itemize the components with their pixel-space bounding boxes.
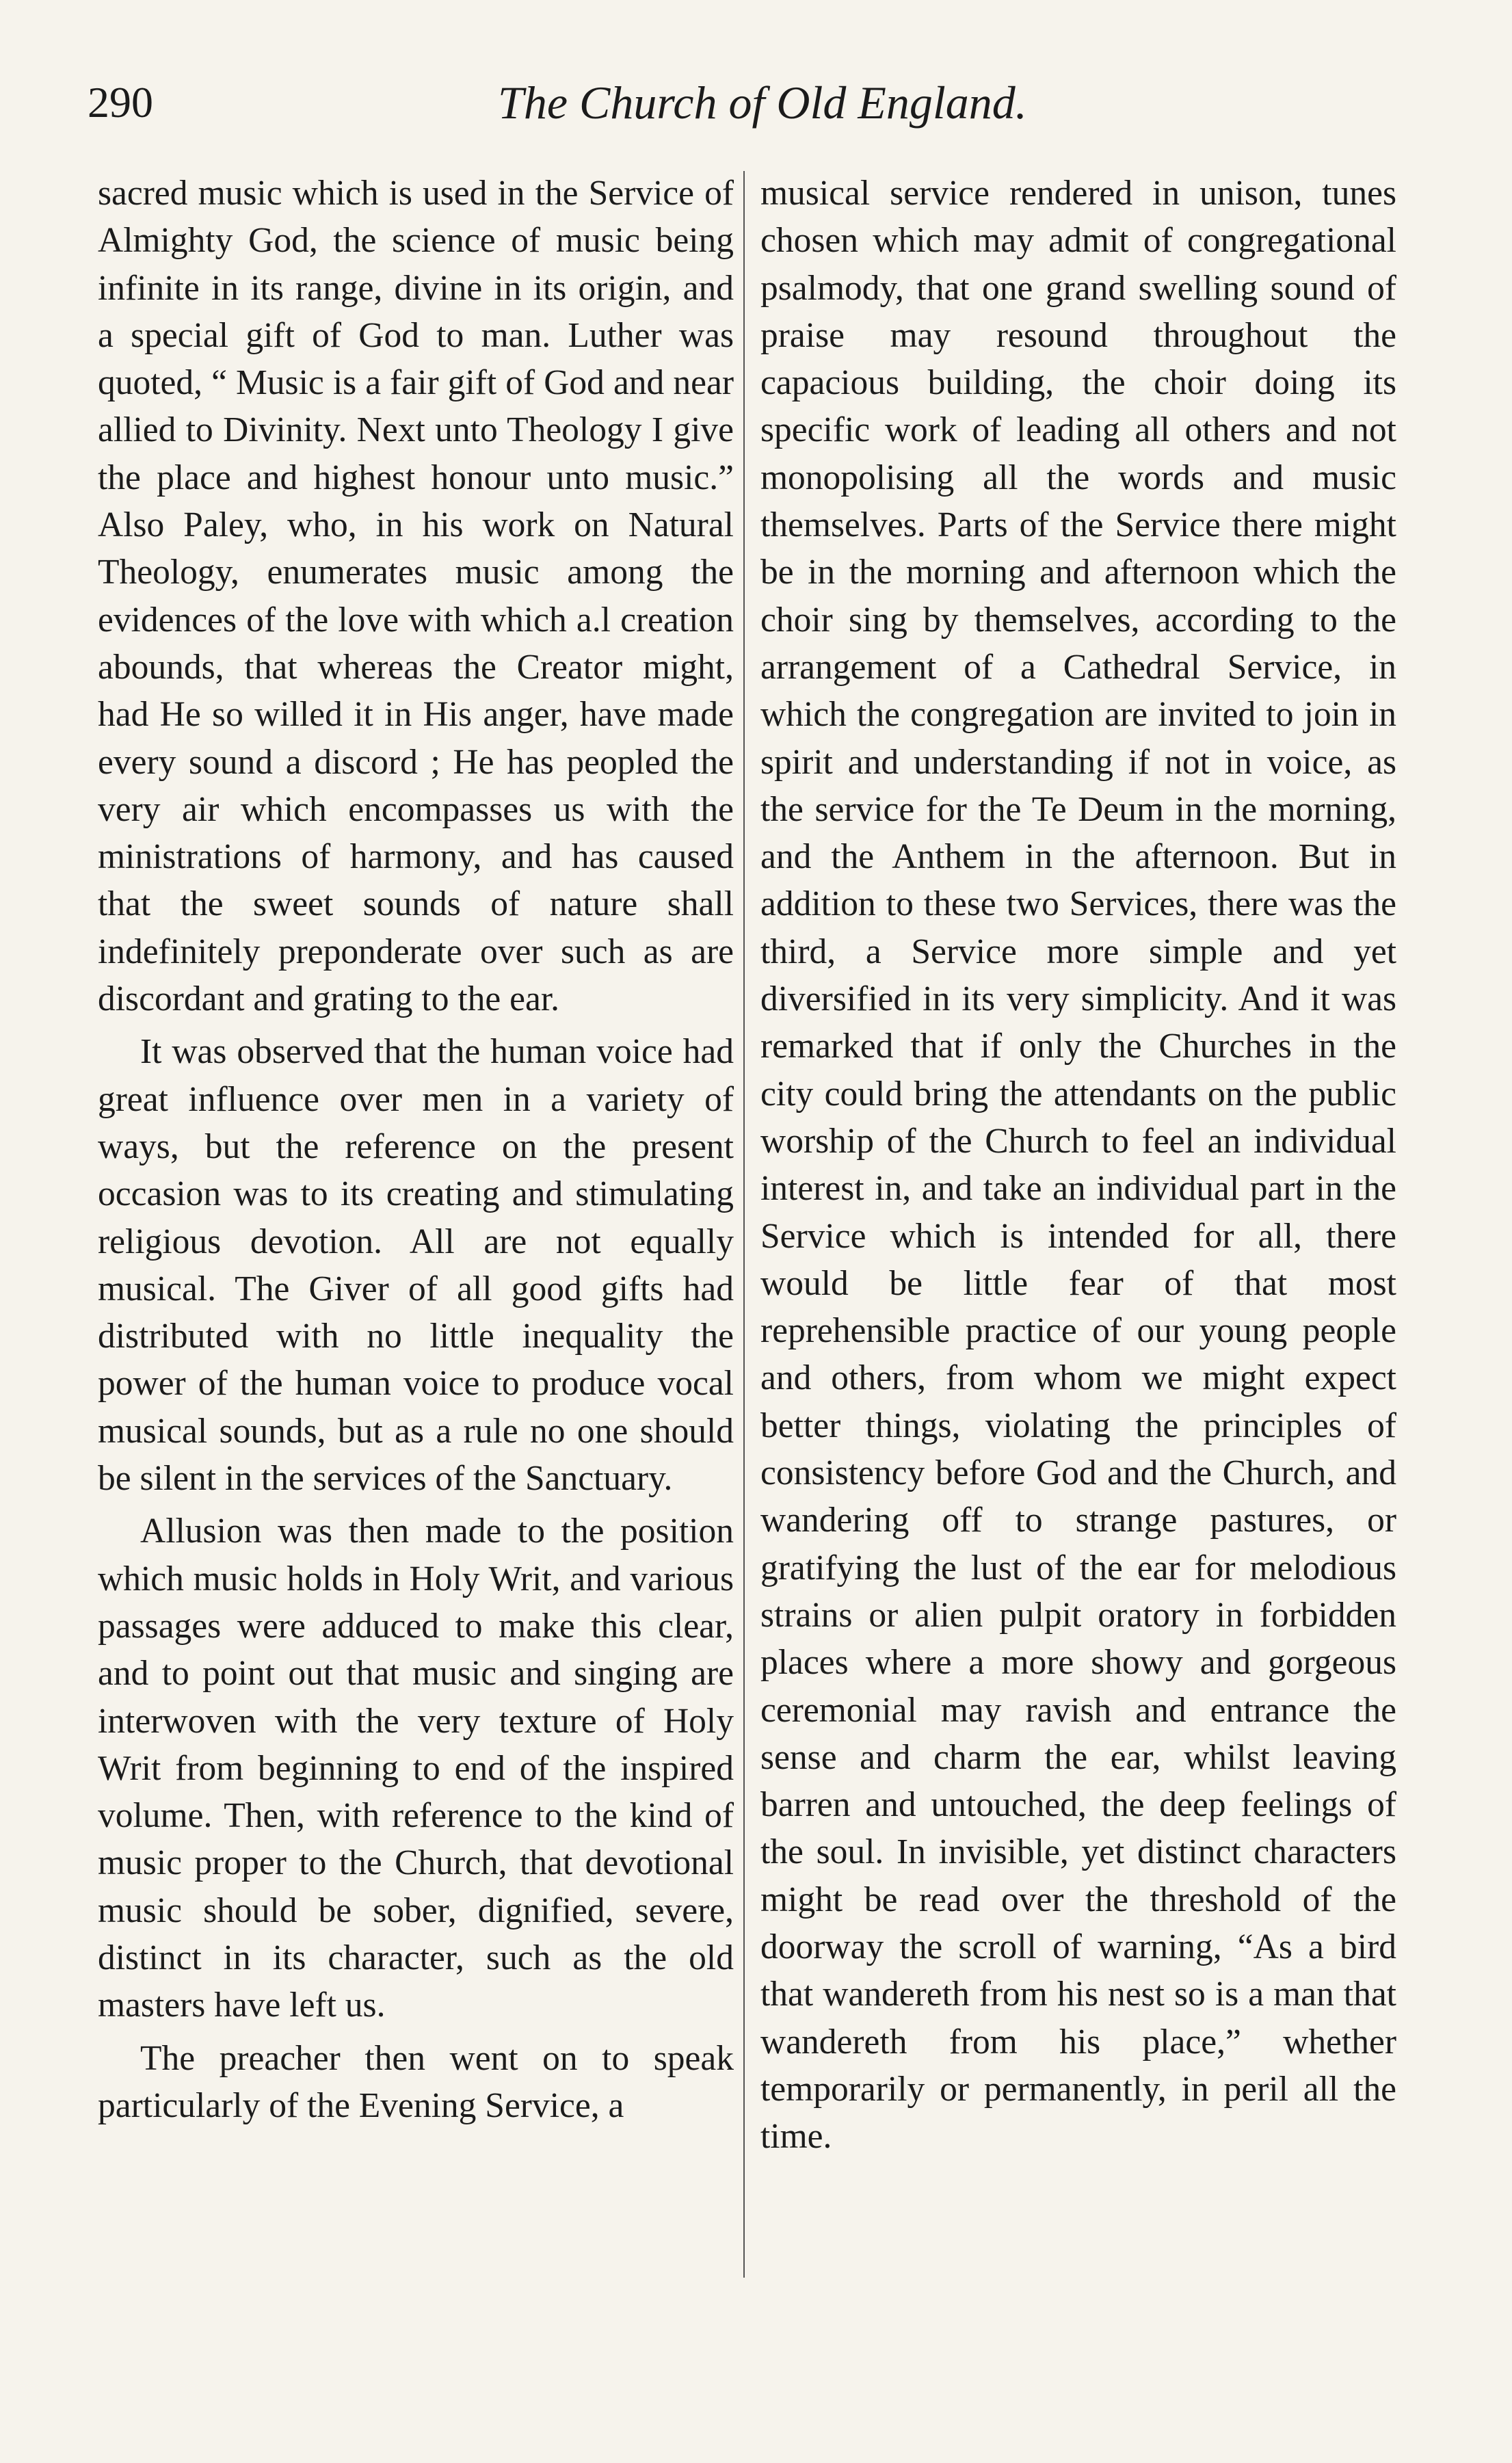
paragraph: The preacher then went on to speak particularly of the Evening Service, a xyxy=(98,2038,734,2125)
paragraph: musical service rendered in unison, tunes chosen which may admit of congregational psalmody, that one grand swelling sound of praise may resound throughout the capacious building, the choir doing its specific work of leading all others and not monopolising all the words and music themselves. Parts of the Service there might be in the morning and afternoon which the choir sing by themselves, according to the arrangement of a Cathedral Service, in which the congregation are invited to join in spirit and understanding if not in voice, as the service for the Te Deum in the morning, and the Anthem in the afternoon. But in addition to these two Services, there was the third, a Service more simple and yet diversified in its very simplicity. And it was remarked that if only the Churches in the city could bring the attendants on the public worship of the Church to feel an individual interest in, and take an individual part in the Service which is intended for all, there would be little fear of that most reprehensible practice of our young people and others, from whom we might expect better things, violating the principles of consistency before God and the Church, and wandering off to strange pastures, or gratifying the lust of the ear for melodious strains or alien pulpit oratory in forbidden places where a more showy and gorgeous ceremonial may ravish and entrance the sense and charm the ear, whilst leaving barren and untouched, the deep feelings of the soul. In invisible, yet distinct characters might be read over the threshold of the doorway the scroll of warning, “As a bird that wandereth from his nest so is a man that wandereth from his place,” whether temporarily or permanently, in peril all the time. xyxy=(760,174,1396,2157)
running-title: The Church of Old England. xyxy=(498,77,1027,129)
right-column xyxy=(760,170,1396,2160)
running-head xyxy=(88,68,1387,137)
left-column xyxy=(98,170,734,2129)
column-divider xyxy=(743,171,745,2278)
page-number: 290 xyxy=(88,78,153,127)
paragraph: It was observed that the human voice had great influence over men in a variety of ways, but the reference on the present occasion was to its creating and stimulating religious devotion. All are not equally musical. The Giver of all good gifts had distributed with no little inequality the power of the human voice to produce vocal musical sounds, but as a rule no one should be silent in the services of the Sanctuary. xyxy=(98,1032,734,1499)
paragraph: Allusion was then made to the position which music holds in Holy Writ, and various passages were adduced to make this clear, and to point out that music and singing are interwoven with the very texture of Holy Writ from beginning to end of the inspired volume. Then, with reference to the kind of music proper to the Church, that devotional music should be sober, dignified, severe, distinct in its character, such as the old masters have left us. xyxy=(98,1512,734,2025)
paragraph: sacred music which is used in the Service of Almighty God, the science of music being infinite in its range, divine in its origin, and a special gift of God to man. Luther was quoted, “ Music is a fair gift of God and near allied to Divinity. Next unto Theology I give the place and highest honour unto music.” Also Paley, who, in his work on Natural Theology, enumerates music among the evidences of the love with which a.l creation abounds, that whereas the Creator might, had He so willed it in His anger, have made every sound a discord ; He has peopled the very air which encompasses us with the ministrations of harmony, and has caused that the sweet sounds of nature shall indefinitely preponderate over such as are discordant and grating to the ear. xyxy=(98,174,734,1019)
